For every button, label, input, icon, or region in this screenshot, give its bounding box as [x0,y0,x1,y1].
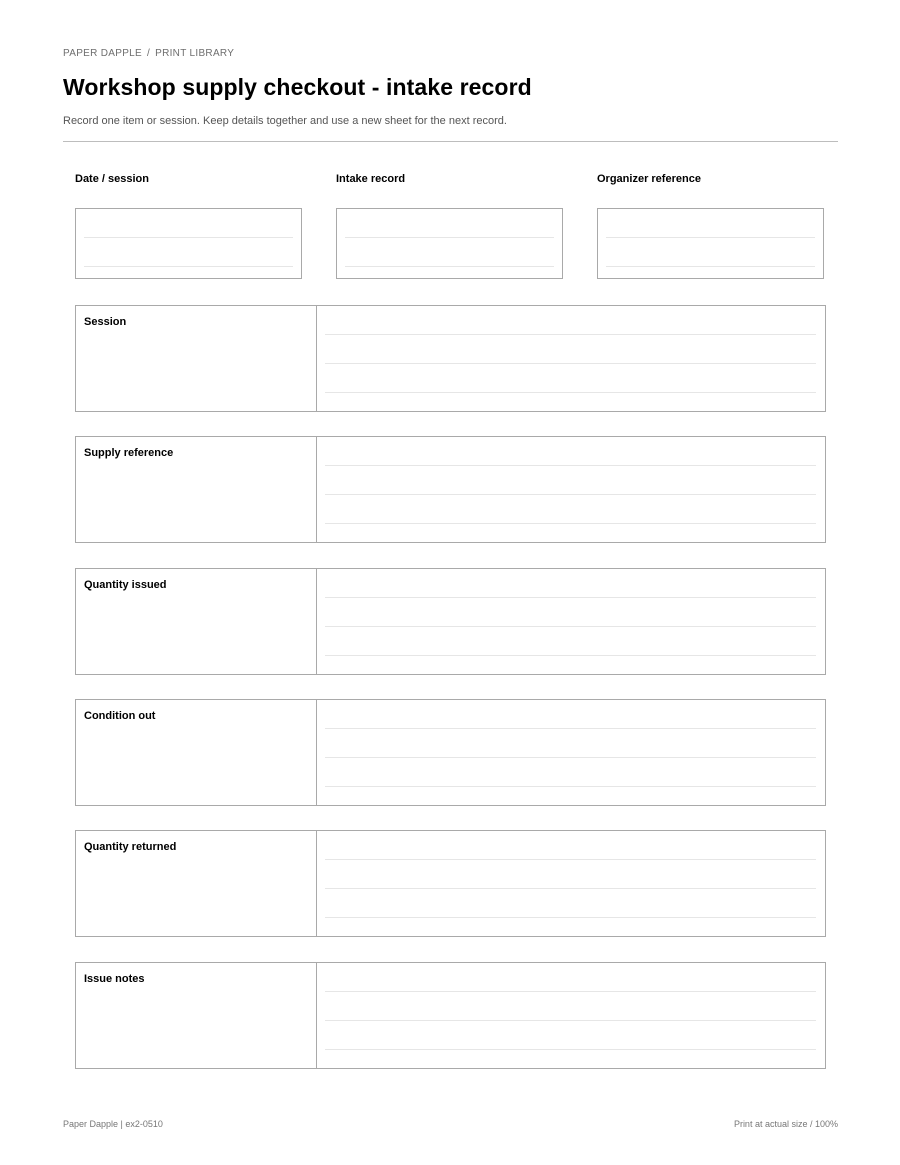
writing-line [325,1020,816,1021]
section-label-cell [76,700,317,805]
writing-line [325,494,816,495]
section-label-cell [76,437,317,542]
page-subtitle: Record one item or session. Keep details together and use a new sheet for the next record. [63,115,507,127]
writing-line [325,334,816,335]
page-title: Workshop supply checkout - intake record [63,74,532,100]
section-label-cell [76,569,317,674]
date-session-label: Date / session [75,173,149,185]
condition-out-section [75,699,826,806]
writing-line [325,888,816,889]
issue-notes-field[interactable] [317,963,825,1068]
quantity-returned-field[interactable] [317,831,825,936]
writing-line [325,917,816,918]
section-label-cell [76,306,317,411]
writing-line [606,266,815,267]
organizer-reference-field[interactable] [597,208,824,279]
footer-print-note: Print at actual size / 100% [733,1119,838,1129]
quantity-issued-field[interactable] [317,569,825,674]
breadcrumb-separator: / [147,48,151,59]
writing-line [325,786,816,787]
intake-record-label: Intake record [336,173,406,185]
organizer-reference-label: Organizer reference [597,173,701,185]
writing-line [325,523,816,524]
writing-line [325,859,816,860]
intake-record-field[interactable] [336,208,563,279]
condition-out-field[interactable] [317,700,825,805]
quantity-issued-section [75,568,826,675]
writing-line [325,757,816,758]
footer-document-id: Paper Dapple | ex2-0510 [63,1119,163,1129]
quantity-returned-section [75,830,826,937]
writing-line [325,363,816,364]
writing-line [325,626,816,627]
writing-line [84,266,293,267]
session-label: Session [84,316,127,328]
quantity-returned-label: Quantity returned [84,841,177,853]
writing-line [325,655,816,656]
supply-reference-label: Supply reference [84,447,174,459]
section-label-cell [76,831,317,936]
date-session-field[interactable] [75,208,302,279]
session-field[interactable] [317,306,825,411]
issue-notes-section [75,962,826,1069]
writing-line [325,597,816,598]
writing-line [325,728,816,729]
writing-line [345,266,554,267]
writing-line [345,237,554,238]
writing-line [606,237,815,238]
writing-line [325,991,816,992]
section-label-cell [76,963,317,1068]
supply-reference-section [75,436,826,543]
writing-line [84,237,293,238]
supply-reference-field[interactable] [317,437,825,542]
title-divider [63,141,838,142]
quantity-issued-label: Quantity issued [84,579,167,591]
condition-out-label: Condition out [84,710,156,722]
writing-line [325,1049,816,1050]
issue-notes-label: Issue notes [84,973,145,985]
breadcrumb [63,48,234,59]
writing-line [325,392,816,393]
writing-line [325,465,816,466]
breadcrumb-section: PRINT LIBRARY [155,48,235,59]
session-section [75,305,826,412]
breadcrumb-brand: PAPER DAPPLE [63,48,143,59]
